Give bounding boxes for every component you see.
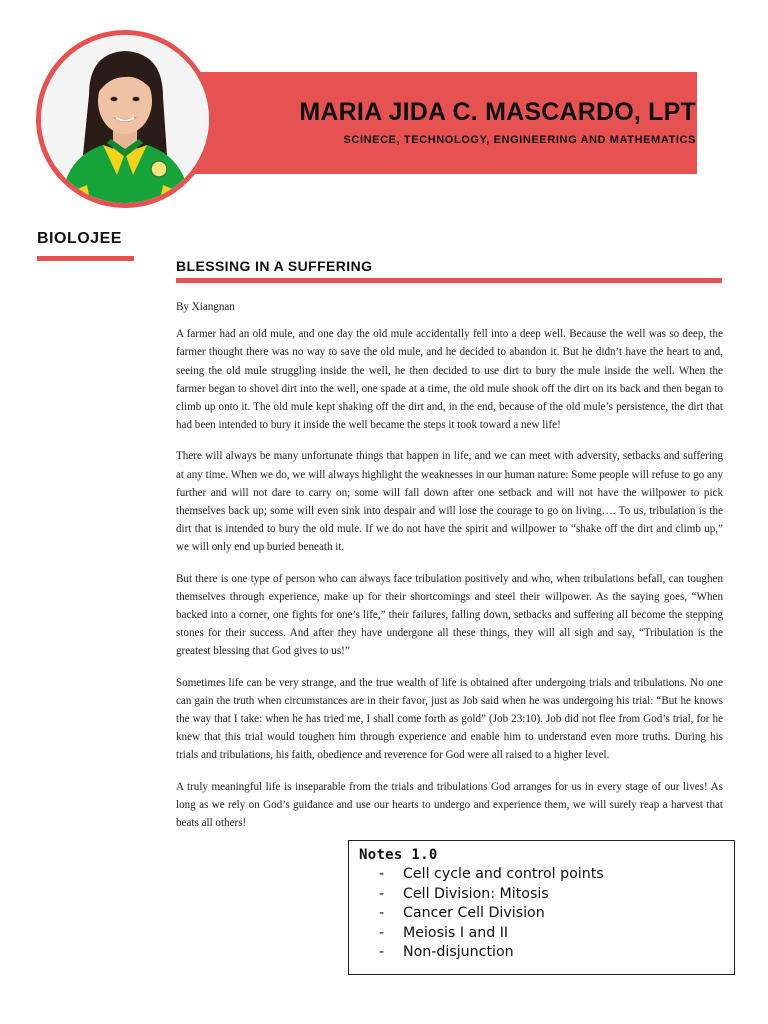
article-paragraph: A farmer had an old mule, and one day the old mule accidentally fell into a deep well. Because the well was so deep, the farmer thought there was no way to save the old mule, and he decided to abandon it. But he didn’t have the heart to and, seeing the old mule struggling inside the well, he then decided to use dirt to bury the mule inside the well. When the farmer began to shovel dirt into the well, one spade at a time, the old mule shook off the dirt on its back and then began to climb up onto it. The old mule kept shaking off the dirt and, in the end, because of the old mule’s persistence, the dirt that had been intended to bury it inside the well became the steps it took toward a new life! [176, 328, 723, 432]
bullet-dash: - [379, 885, 385, 902]
section-underline [37, 256, 134, 261]
notes-item-label: Non-disjunction [403, 944, 514, 961]
section-label: BIOLOJEE [37, 230, 122, 247]
list-item [379, 865, 724, 885]
profile-photo [41, 35, 209, 203]
list-item [379, 943, 724, 963]
notes-item-label: Cell cycle and control points [403, 866, 604, 882]
article-paragraph: But there is one type of person who can always face tribulation positively and who, when tribulations befall, can toughen themselves through experience, make up for their shortcomings and steel their willpower. As the saying goes, “When backed into a corner, one fights for one’s life,” their failures, falling down, setbacks and suffering all become the stepping stones for their success. And after they have undergone all these things, they will all sigh and say, “Tribulation is the greatest blessing that God gives to us!” [176, 572, 723, 658]
article-byline: By Xiangnan [176, 301, 235, 313]
list-item [379, 885, 724, 905]
notes-item-label: Cell Division: Mitosis [403, 885, 549, 902]
notes-box [348, 840, 735, 975]
list-item [379, 904, 724, 924]
notes-item-label: Meiosis I and II [403, 924, 509, 941]
bullet-dash: - [379, 866, 385, 882]
article-title: BLESSING IN A SUFFERING [176, 258, 373, 274]
bullet-dash: - [379, 944, 385, 961]
notes-title: Notes 1.0 [359, 847, 438, 863]
article-paragraph: Sometimes life can be very strange, and the true wealth of life is obtained after undergoing trials and tribulations. No one can gain the truth when circumstances are in their favor, just as Job said when he was undergoing his trial: “But he knows the way that I take: when he has tried me, I shall come forth as gold” (Job 23:10). Job did not flee from God’s trial, for he knew that this trial would toughen him through experience and enable him to understand even more truths. During his trials and tribulations, his faith, obedience and reverence for God were all raised to a higher level. [176, 676, 723, 762]
list-item [379, 924, 724, 944]
notes-list [359, 865, 724, 963]
title-underline [176, 278, 722, 283]
profile-photo-frame [36, 30, 214, 208]
article-paragraph: There will always be many unfortunate things that happen in life, and we can meet with adversity, setbacks and suffering at any time. When we do, we will always highlight the weaknesses in our human nature: Some people will refuse to go any further and will not dare to carry on; some will fall down after one setback and will not have the willpower to pick themselves back up; some will even sink into despair and will lose the courage to go on living…. To us, tribulation is the dirt that is intended to bury the old mule. If we do not have the spirit and willpower to “shake off the dirt and climb up,” we will only end up buried beneath it. [176, 450, 723, 554]
author-subtitle: SCINECE, TECHNOLOGY, ENGINEERING AND MATHEMATICS [343, 134, 696, 146]
article-paragraph: A truly meaningful life is inseparable from the trials and tribulations God arranges for us in every stage of our lives! As long as we rely on God’s guidance and use our hearts to undergo and experience them, we will surely reap a harvest that beats all others! [176, 780, 723, 830]
notes-item-label: Cancer Cell Division [403, 905, 545, 922]
article-body [176, 298, 723, 845]
portrait-illustration [41, 35, 209, 203]
bullet-dash: - [379, 924, 385, 941]
bullet-dash: - [379, 905, 385, 922]
author-name: MARIA JIDA C. MASCARDO, LPT [299, 98, 696, 126]
